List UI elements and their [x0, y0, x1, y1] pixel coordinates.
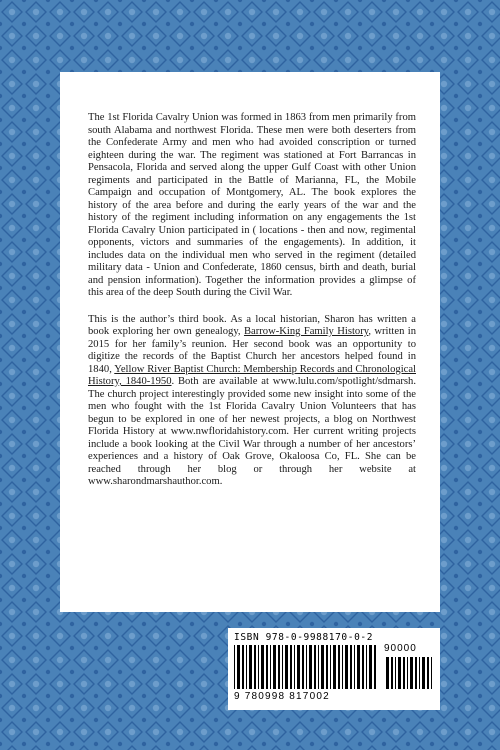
barcode-bar	[285, 645, 288, 689]
barcode-bar	[415, 657, 417, 689]
barcode-bar	[342, 645, 343, 689]
barcode-bar	[366, 645, 367, 689]
ean-barcode-bars	[234, 645, 380, 691]
barcode-bar	[398, 657, 401, 689]
barcode-bar	[338, 645, 340, 689]
barcode-bar	[290, 645, 292, 689]
barcode-bar	[258, 645, 259, 689]
barcode-bar	[350, 645, 352, 689]
barcode-bar	[261, 645, 264, 689]
barcode-bar	[309, 645, 312, 689]
barcode-bar	[345, 645, 348, 689]
barcode-bar	[246, 645, 247, 689]
author-text-2: , written in 2015 for her family’s reunion. Her second book was an opportunity to digitize the records of the Baptist Church her ancestors helped found in 1840,	[88, 326, 416, 375]
book-title-barrow-king: Barrow-King Family History	[243, 326, 369, 337]
barcode-bar	[266, 645, 268, 689]
barcode-bar	[273, 645, 276, 689]
barcode-bar	[410, 657, 413, 689]
barcode-bar	[374, 645, 376, 689]
description-panel	[60, 72, 440, 612]
barcode-bar	[333, 645, 336, 689]
barcode-bar	[422, 657, 425, 689]
barcode-bar	[321, 645, 324, 689]
barcode-bar	[294, 645, 295, 689]
barcode-bar	[357, 645, 360, 689]
book-title-yellow-river: Yellow River Baptist Church: Membership Records and Chronological History, 1840-1950	[88, 363, 416, 387]
barcode-bar	[419, 657, 420, 689]
barcode-bar	[270, 645, 271, 689]
barcode-bar	[318, 645, 319, 689]
barcode-bar	[282, 645, 283, 689]
barcode-bar	[427, 657, 429, 689]
barcode-bar	[326, 645, 328, 689]
barcode-bar	[302, 645, 304, 689]
barcode-bar	[362, 645, 364, 689]
barcode-bar	[278, 645, 280, 689]
barcode-bar	[354, 645, 355, 689]
addon-barcode-bars	[386, 657, 434, 701]
barcode-bar	[306, 645, 307, 689]
barcode-bar	[391, 657, 393, 689]
barcode-bar	[407, 657, 408, 689]
author-text-3: . Both are available at www.lulu.com/spotlight/sdmarsh. The church project interestingly provided some new insight into some of the men who fought with the 1st Florida Cavalry Union Volunteers that has begun to be explored in one of her newest projects, a blog on Northwest Florida History at www.nwfloridahistory.com. Her current writing projects include a book looking at the Civil War through a number of her ancestors’ experiences and a history of Oak Grove, Okaloosa Co, FL. She can be reached through her blog or through her website at www.sharondmarshauthor.com.	[88, 376, 416, 487]
barcode-bar	[242, 645, 244, 689]
description-paragraph-2	[88, 314, 416, 489]
barcode-digits: 9 780998 817002	[234, 691, 330, 702]
description-paragraph-1: The 1st Florida Cavalry Union was formed in 1863 from men primarily from south Alabama and northwest Florida. These men were both deserters from the Confederate Army and men who had avoided conscription or turned eighteen during the war. The regiment was stationed at Fort Barrancas in Pensacola, Florida and served along the upper Gulf Coast with other Union regiments and participated in the Battle of Marianna, FL, the Mobile Campaign and occupation of Montgomery, AL. The book explores the history of the area before and during the early years of the war and the history of the regiment including information on any engagements the 1st Florida Cavalry Union participated in ( locations - then and now, regimental opponents, victors and summaries of the engagements). In addition, it includes data on the individual men who served in the regiment (detailed military data - Union and Confederate, 1860 census, birth and death, burial and pension information). Together the information provides a glimpse of this area of the deep South during the Civil War.	[88, 112, 416, 298]
barcode-bar	[314, 645, 316, 689]
barcode-bar	[254, 645, 256, 689]
barcode-bar	[431, 657, 432, 689]
author-intro-text: This is the author’s third book. As a local historian, Sharon has written a book exploring her own genealogy,	[88, 313, 416, 337]
barcode-bar	[386, 657, 389, 689]
barcode-bar	[395, 657, 396, 689]
barcode-bar	[234, 645, 235, 689]
barcode-bar	[330, 645, 331, 689]
barcode-bar	[403, 657, 405, 689]
barcode-bar	[297, 645, 300, 689]
isbn-label: ISBN 978-0-9988170-0-2	[234, 632, 374, 643]
barcode-bar	[369, 645, 372, 689]
barcode-box	[228, 628, 440, 710]
barcode	[234, 645, 434, 701]
barcode-bar	[249, 645, 252, 689]
barcode-bar	[237, 645, 240, 689]
price-addon-label: 90000	[384, 643, 417, 654]
